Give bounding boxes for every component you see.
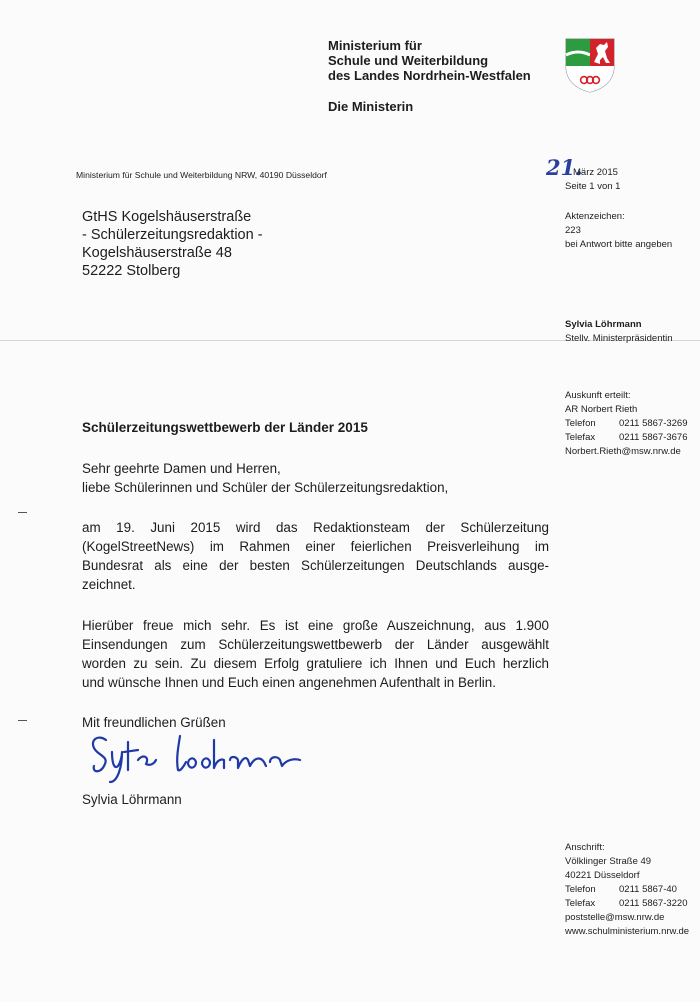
sender-line: Ministerium für Schule und Weiterbildung NRW, 40190 Düsseldorf <box>76 170 327 180</box>
ministry-name <box>328 38 531 83</box>
minister-role: Die Ministerin <box>328 99 414 114</box>
nrw-crest-logo <box>563 36 617 94</box>
closing: Mit freundlichen Grüßen <box>82 715 226 730</box>
fax-value: 0211 5867-3676 <box>619 432 688 443</box>
recipient-line: 52222 Stolberg <box>82 263 181 279</box>
paragraph-line: (KogelStreetNews) im Rahmen einer feierlichen Preisverleihung im <box>82 539 549 554</box>
official-block <box>565 318 673 346</box>
reference-block <box>565 210 672 252</box>
fax-label: Telefax <box>565 432 596 443</box>
paragraph-line: Einsendungen zum Schülerzeitungswettbewerb der Länder ausgewählt <box>82 637 549 652</box>
contact-phone-row <box>565 417 688 431</box>
address-website: www.schulministerium.nrw.de <box>565 926 690 937</box>
official-title: Stellv. Ministerpräsidentin <box>565 333 673 344</box>
paragraph-line: Bundesrat als eine der besten Schülerzeitungen Deutschlands ausge- <box>82 558 549 573</box>
phone-label: Telefon <box>565 418 596 429</box>
contact-person: AR Norbert Rieth <box>565 404 638 415</box>
fax-label: Telefax <box>565 898 596 909</box>
contact-block <box>565 389 688 459</box>
fax-value: 0211 5867-3220 <box>619 898 688 909</box>
handwritten-date-day: 21. <box>546 155 583 180</box>
page-info: Seite 1 von 1 <box>565 181 621 192</box>
salutation-line: Sehr geehrte Damen und Herren, <box>82 461 281 476</box>
fold-mark <box>18 512 27 513</box>
contact-label: Auskunft erteilt: <box>565 390 631 401</box>
paragraph-line: zeichnet. <box>82 577 136 592</box>
address-street: Völklinger Straße 49 <box>565 856 652 867</box>
ministry-line-3: des Landes Nordrhein-Westfalen <box>328 68 531 83</box>
fold-mark <box>18 720 27 721</box>
address-label: Anschrift: <box>565 842 605 853</box>
reference-note: bei Antwort bitte angeben <box>565 239 673 250</box>
contact-fax-row <box>565 431 688 445</box>
signature-name: Sylvia Löhrmann <box>82 792 182 807</box>
official-name: Sylvia Löhrmann <box>565 319 642 330</box>
address-block <box>565 841 689 939</box>
address-fax-row <box>565 897 689 911</box>
salutation-line: liebe Schülerinnen und Schüler der Schülerzeitungsredaktion, <box>82 480 449 495</box>
phone-value: 0211 5867-3269 <box>619 418 688 429</box>
paragraph-2 <box>82 616 549 692</box>
recipient-line: - Schülerzeitungsredaktion - <box>82 227 263 243</box>
reference-label: Aktenzeichen: <box>565 211 625 222</box>
reference-value: 223 <box>565 225 581 236</box>
address-city: 40221 Düsseldorf <box>565 870 640 881</box>
paragraph-1 <box>82 518 549 594</box>
paragraph-line: worden zu sein. Zu diesem Erfolg gratuliere ich Ihnen und Euch herzlich <box>82 656 549 671</box>
salutation <box>82 459 448 497</box>
paragraph-line: Hierüber freue mich sehr. Es ist eine große Auszeichnung, aus 1.900 <box>82 618 549 633</box>
ministry-line-2: Schule und Weiterbildung <box>328 53 489 68</box>
date-printed: März 2015 <box>573 167 618 178</box>
paragraph-line: und wünsche Ihnen und Euch einen angenehmen Aufenthalt in Berlin. <box>82 675 496 690</box>
handwritten-signature <box>84 726 314 788</box>
phone-label: Telefon <box>565 884 596 895</box>
address-email: poststelle@msw.nrw.de <box>565 912 665 923</box>
phone-value: 0211 5867-40 <box>619 884 677 895</box>
address-phone-row <box>565 883 689 897</box>
letter-subject: Schülerzeitungswettbewerb der Länder 2015 <box>82 420 368 435</box>
contact-email: Norbert.Rieth@msw.nrw.de <box>565 446 681 457</box>
recipient-line: GtHS Kogelshäuserstraße <box>82 209 252 225</box>
ministry-line-1: Ministerium für <box>328 38 422 53</box>
recipient-line: Kogelshäuserstraße 48 <box>82 245 232 261</box>
recipient-address <box>82 208 263 280</box>
paragraph-line: am 19. Juni 2015 wird das Redaktionsteam der Schülerzeitung <box>82 520 549 535</box>
